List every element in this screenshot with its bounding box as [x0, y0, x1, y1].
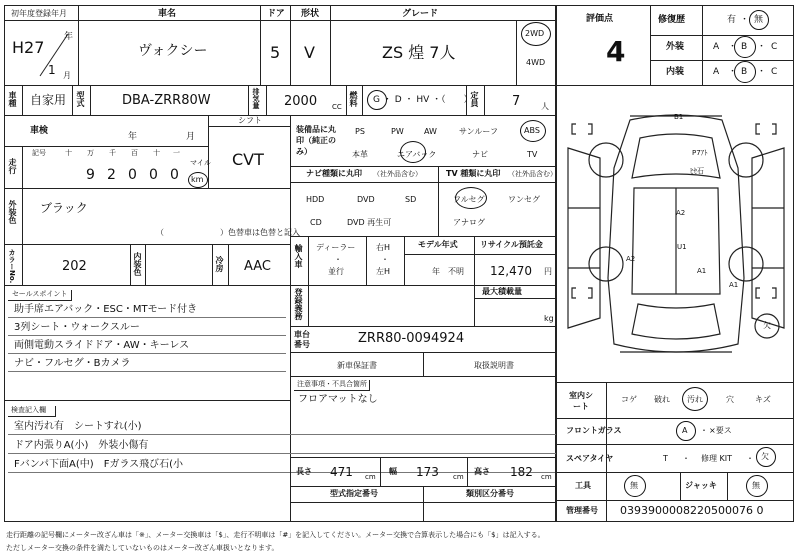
equip-ps: PS: [355, 127, 365, 136]
import-dot: ・: [334, 255, 342, 264]
grade-label: グレード: [402, 9, 439, 19]
doors: 5: [270, 43, 281, 62]
mileage-digit-3: 2: [107, 167, 116, 183]
tv-sub: （社外品含む）: [508, 170, 557, 178]
navi-sd: SD: [405, 195, 417, 204]
category-label: 車種: [8, 91, 17, 107]
registration-label: 登録義務: [294, 288, 303, 320]
equip-abs: ABS: [524, 126, 540, 135]
tools-label: 工具: [575, 481, 591, 490]
navi-dvd: DVD: [357, 195, 375, 204]
footer-line-1: 走行距離の記号欄にメーター改ざん車は「※」、メーター交換車は「$」、走行不明車は「#」を記入してください。メーター交換で合算表示した場合にも「$」は記入する。: [6, 531, 545, 539]
digit-head-4: 百: [131, 149, 138, 157]
tv-fullseg: フルセグ: [453, 195, 485, 204]
type-no-label: 型式指定番号: [330, 489, 378, 498]
spare-t: T: [663, 454, 668, 463]
record-label: 記号: [32, 149, 46, 157]
equip-airbag: エアバック: [397, 150, 437, 159]
sales-point-4: ナビ・フルセグ・Bカメラ: [14, 358, 131, 369]
aircon-label: 冷房: [215, 256, 224, 272]
length: 471: [330, 465, 353, 479]
interior-color-label: 内装色: [133, 252, 142, 276]
exterior-c: C: [771, 42, 778, 52]
exterior-label: 外装: [666, 42, 685, 52]
capacity-label: 定員: [470, 91, 479, 107]
import-hand-dot: ・: [381, 255, 389, 264]
digit-head-5: 十: [153, 149, 160, 157]
max-load-label: 最大積載量: [482, 287, 522, 296]
mileage-digit-4: 0: [128, 167, 137, 183]
shift: CVT: [232, 150, 264, 169]
digit-head-1: 十: [65, 149, 72, 157]
jack-value: 無: [752, 481, 760, 490]
equip-aw: AW: [424, 127, 437, 136]
navi-hdd: HDD: [306, 195, 325, 204]
left-side-outline: [568, 148, 600, 328]
jack-label: ジャッキ: [685, 481, 717, 490]
color: ブラック: [40, 201, 88, 215]
tv-oneseg: ワンセグ: [508, 195, 540, 204]
diag-mark-a2-side: A2: [626, 255, 636, 263]
car-name-label: 車名: [158, 9, 177, 19]
repair-history-label: 修復歴: [658, 15, 686, 25]
mileage-digit-5: 0: [149, 167, 158, 183]
mgmt-label: 管理番号: [566, 506, 598, 515]
seat-label: 室内シート: [569, 391, 593, 412]
sales-point-2: 3列シート・ウォークスルー: [14, 322, 140, 333]
km-unit: km: [191, 175, 204, 184]
shaken-month: 月: [186, 132, 196, 142]
seat-scratch: キズ: [755, 395, 771, 404]
spare-dot2: ・: [746, 454, 754, 463]
equip-pw: PW: [391, 127, 404, 136]
interior-c: C: [771, 67, 778, 77]
model-label: 型式: [76, 91, 85, 107]
exterior-dot1: ・: [728, 42, 738, 52]
shift-label: シフト: [238, 116, 262, 125]
seat-hole: 穴: [726, 395, 734, 404]
seat-burn: コゲ: [621, 395, 637, 404]
fuel: G ・ D ・ HV ・（ ）: [373, 95, 473, 105]
door-label: ドア: [267, 9, 285, 19]
digit-head-6: 一: [173, 149, 180, 157]
interior-label: 内装: [666, 67, 685, 77]
repair-none: 無: [754, 15, 764, 25]
model-year: 年 不明: [432, 267, 464, 276]
mileage-digit-6: 0: [170, 167, 179, 183]
length-cm: cm: [365, 473, 376, 481]
manual: 取扱説明書: [474, 361, 514, 370]
width: 173: [416, 465, 439, 479]
wheel-fl: [589, 143, 623, 177]
windshield-a: A: [682, 426, 688, 435]
chassis-label: 車台番号: [294, 330, 310, 350]
seat-tear: 破れ: [654, 395, 670, 404]
sales-point-3: 両側電動スライドドア・AW・キーレス: [14, 340, 190, 351]
grade: ZS 煌 7人: [382, 43, 456, 62]
footer-line-2: ただしメーター交換の条件を満たしていないものはメーター改ざん車扱いとなります。: [6, 544, 279, 552]
inspector-line-3: Fバンパ下面A(中) Fガラス飛び石(小: [14, 459, 184, 470]
diag-mark-p7: P7ｱﾄ: [692, 149, 708, 157]
interior-dot1: ・: [728, 67, 738, 77]
recycle-yen: 円: [544, 267, 552, 276]
diag-mark-b1: B1: [674, 113, 684, 121]
right-side-outline: [752, 148, 784, 328]
color-no: 202: [62, 259, 87, 274]
import-right-h: 右H: [376, 243, 391, 252]
notes-text: フロアマットなし: [298, 394, 378, 405]
drive-2wd: 2WD: [525, 29, 545, 38]
equipment-label: 装備品に丸印（純正のみ）: [296, 125, 336, 157]
inspector-label: 検査記入欄: [11, 406, 46, 414]
inspector-line-1: 室内汚れ有 シートすれ(小): [14, 421, 142, 432]
reg-month: 1: [48, 63, 56, 77]
wheel-fr: [729, 143, 763, 177]
interior-b: B: [741, 67, 748, 77]
import-left-h: 左H: [376, 267, 391, 276]
capacity: 7: [512, 94, 521, 109]
month-unit: 月: [63, 71, 71, 80]
height-label: 高さ: [474, 467, 490, 476]
new-warranty: 新車保証書: [337, 361, 377, 370]
tools-value: 無: [630, 481, 638, 490]
recycle-label: リサイクル預託金: [480, 240, 543, 249]
equip-leather: 本革: [352, 150, 368, 159]
import-parallel: 並行: [328, 267, 344, 276]
navi-cd: CD: [310, 218, 322, 227]
length-label: 長さ: [296, 467, 312, 476]
car-name: ヴォクシー: [138, 43, 208, 59]
mgmt-value: 0393900008220500076 0: [620, 504, 764, 517]
reg-era-year: H27: [12, 38, 45, 57]
import-dealer: ディーラー: [316, 243, 356, 252]
width-cm: cm: [453, 473, 464, 481]
shape: V: [304, 43, 315, 62]
person-unit: 人: [541, 102, 549, 111]
car-body-diagram: [560, 108, 792, 374]
windshield-label: フロントガラス: [566, 426, 622, 435]
width-label: 幅: [389, 467, 397, 476]
height: 182: [510, 465, 533, 479]
diag-mark-u1: U1: [677, 243, 687, 251]
import-label: 輸入車: [294, 244, 303, 268]
notes-label: 注意事項・不具合箇所: [297, 380, 367, 388]
navi-sub: （社外品含む）: [373, 170, 422, 178]
color-no-label: カラーNo.: [8, 249, 16, 284]
exterior-b: B: [741, 42, 748, 52]
repair-yes: 有: [727, 15, 737, 25]
displacement: 2000: [284, 94, 318, 109]
navi-label: ナビ種類に丸印: [306, 169, 362, 178]
exterior-a: A: [713, 42, 720, 52]
seat-stain: 汚れ: [687, 395, 703, 404]
max-load-kg: kg: [544, 314, 554, 323]
digit-head-2: 万: [87, 149, 94, 157]
inspector-line-2: ドア内張りA(小) 外装小傷有: [14, 440, 149, 451]
tv-label: TV 種類に丸印: [446, 169, 501, 178]
sales-points-label: セールスポイント: [12, 290, 68, 298]
height-cm: cm: [541, 473, 552, 481]
wheel-rl: [589, 247, 623, 281]
recycle: 12,470: [490, 264, 532, 278]
exterior-dot2: ・: [757, 42, 767, 52]
spare-repair-kit: 修理 KIT: [701, 454, 733, 463]
displacement-cc: CC: [332, 103, 342, 111]
interior-dot2: ・: [757, 67, 767, 77]
diag-mark-a1-a: A1: [697, 267, 707, 275]
mileage-label: 走行: [8, 158, 17, 174]
model-year-label: モデル年式: [418, 240, 458, 249]
category: 自家用: [30, 93, 67, 107]
score-label: 評価点: [586, 14, 614, 24]
spare-dot1: ・: [682, 454, 690, 463]
score-value: 4: [606, 35, 626, 68]
interior-a: A: [713, 67, 720, 77]
color-note: （ ）色替車は色替と記入: [156, 228, 300, 237]
mile-unit: マイル: [190, 159, 211, 167]
diag-mark-missing: 欠: [763, 321, 771, 330]
reg-year-label: 初年度登録年月: [11, 9, 67, 18]
rear-glass-outline: [632, 304, 720, 339]
wheel-rr: [729, 247, 763, 281]
sales-point-1: 助手席エアバック・ESC・MTモード付き: [14, 304, 198, 315]
diag-mark-chip: ﾋｾ石: [690, 167, 704, 175]
repair-sep: ・: [740, 15, 750, 25]
equip-sunroof: サンルーフ: [459, 127, 498, 136]
digit-head-3: 千: [109, 149, 116, 157]
fuel-label: 燃料: [349, 91, 358, 107]
mileage-digit-2: 9: [86, 167, 95, 183]
windshield-dot: ・: [700, 426, 708, 435]
model: DBA-ZRR80W: [122, 93, 211, 108]
displacement-label: 排気量: [252, 88, 260, 109]
tv-analog: アナログ: [453, 218, 485, 227]
spare-missing: 欠: [761, 452, 769, 461]
navi-dvd-playback: DVD 再生可: [347, 218, 392, 227]
equip-navi: ナビ: [472, 150, 488, 159]
chassis-number: ZRR80-0094924: [358, 331, 465, 346]
class-no-label: 類別区分番号: [466, 489, 514, 498]
year-unit: 年: [64, 32, 74, 42]
drive-4wd: 4WD: [526, 58, 546, 67]
shaken-year: 年: [128, 132, 138, 142]
equip-tv: TV: [527, 150, 538, 159]
aircon: AAC: [244, 259, 271, 274]
shape-label: 形状: [301, 9, 320, 19]
spare-label: スペアタイヤ: [566, 454, 614, 463]
color-label: 外装色: [8, 200, 17, 224]
windshield-x-req: ×要ス: [709, 426, 732, 435]
diag-mark-a2-roof: A2: [676, 209, 686, 217]
diag-mark-a1-b: A1: [729, 281, 739, 289]
shaken-label: 車検: [30, 126, 49, 136]
